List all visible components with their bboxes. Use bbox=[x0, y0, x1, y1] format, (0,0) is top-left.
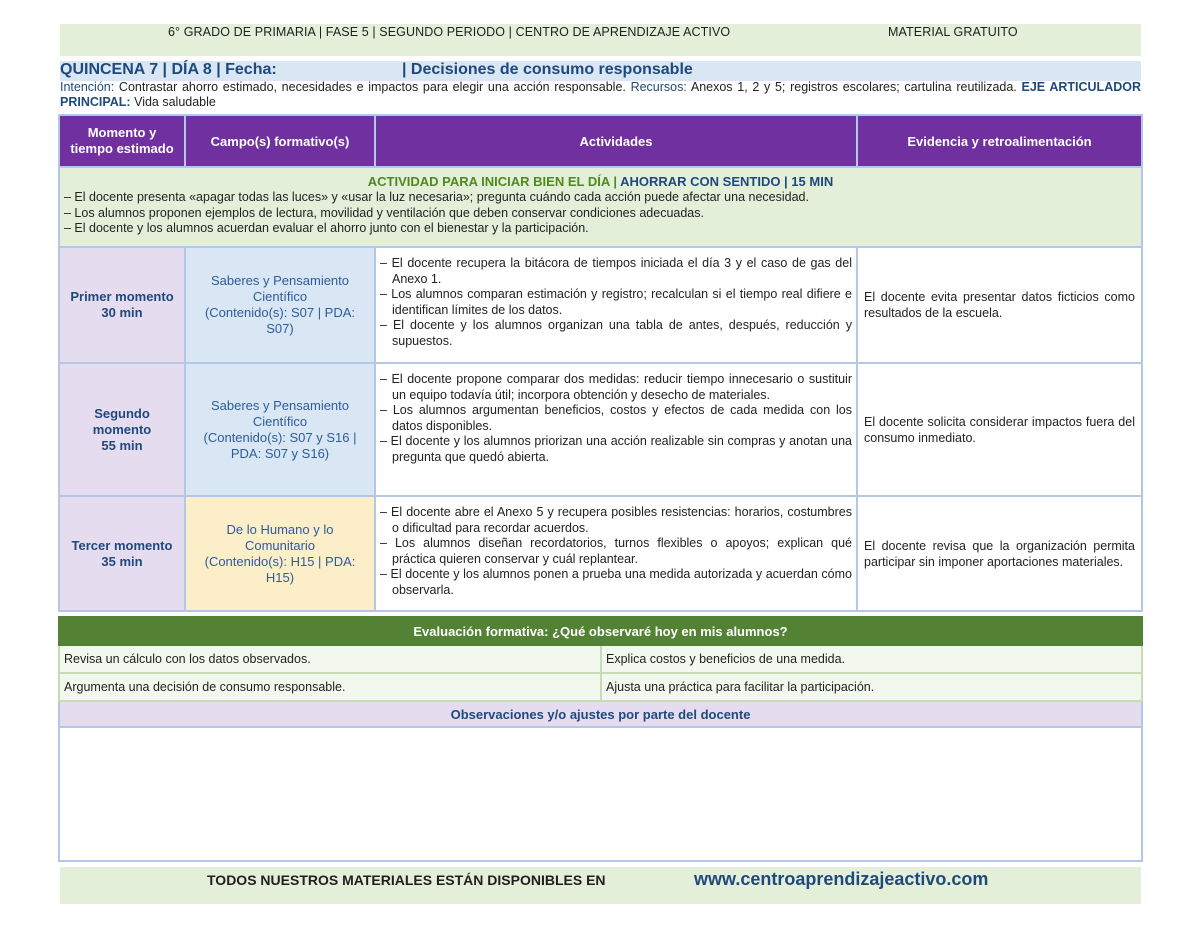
title-row bbox=[60, 61, 1141, 81]
column-header-field: Campo(s) formativo(s) bbox=[185, 115, 375, 167]
start-activity-row bbox=[59, 167, 1142, 247]
start-activity-list bbox=[64, 190, 1137, 237]
activities-cell bbox=[375, 496, 857, 611]
field-content: (Contenido(s): S07 y S16 | PDA: S07 y S16) bbox=[203, 429, 357, 461]
table-row bbox=[59, 496, 1142, 611]
axis-text: Vida saludable bbox=[130, 95, 216, 109]
list-item: – Los alumnos diseñan recordatorios, turnos flexibles o apoyos; explican qué práctica quieren conservar y cuál replantear. bbox=[380, 536, 852, 566]
field-content: (Contenido(s): S07 | PDA: S07) bbox=[204, 305, 356, 336]
start-activity-cell bbox=[59, 167, 1142, 247]
field-content: (Contenido(s): H15 | PDA: H15) bbox=[204, 553, 356, 585]
evaluation-item: Argumenta una decisión de consumo responsable. bbox=[59, 673, 601, 701]
banner-free-material: MATERIAL GRATUITO bbox=[888, 25, 1018, 39]
moment-time: 55 min bbox=[101, 437, 143, 453]
list-item: – Los alumnos proponen ejemplos de lectura, movilidad y ventilación que deben conservar condiciones adecuadas. bbox=[64, 205, 704, 220]
list-item: – El docente y los alumnos ponen a prueba una medida autorizada y acuerdan cómo observarla. bbox=[380, 567, 852, 597]
start-activity-title-green: ACTIVIDAD PARA INICIAR BIEN EL DÍA | bbox=[367, 174, 621, 189]
column-header-evidence: Evidencia y retroalimentación bbox=[857, 115, 1142, 167]
list-item: – El docente y los alumnos organizan una tabla de antes, después, reducción y supuestos. bbox=[380, 318, 852, 348]
table-row bbox=[59, 247, 1142, 363]
footer-text: TODOS NUESTROS MATERIALES ESTÁN DISPONIBLES EN bbox=[207, 872, 606, 888]
evaluation-item: Explica costos y beneficios de una medida. bbox=[601, 645, 1142, 673]
column-header-activities: Actividades bbox=[375, 115, 857, 167]
moment-time: 35 min bbox=[101, 553, 143, 569]
list-item: – El docente y los alumnos priorizan una acción realizable sin compras y anotan una pregunta que quedó abierta. bbox=[380, 434, 852, 464]
page-title: | Decisiones de consumo responsable bbox=[402, 61, 693, 78]
evaluation-item: Ajusta una práctica para facilitar la participación. bbox=[601, 673, 1142, 701]
field-name: De lo Humano y lo Comunitario bbox=[226, 521, 334, 553]
list-item: – El docente y los alumnos acuerdan evaluar el ahorro junto con el bienestar y la participación. bbox=[64, 221, 589, 235]
activities-cell bbox=[375, 247, 857, 363]
observations-area[interactable] bbox=[59, 727, 1142, 861]
field-name: Saberes y Pensamiento Científico bbox=[210, 397, 350, 429]
footer bbox=[60, 867, 1141, 904]
list-item: – Los alumnos argumentan beneficios, costos y efectos de cada medida con los datos disponibles. bbox=[380, 403, 852, 433]
intent-text: Contrastar ahorro estimado, necesidades e impactos para elegir una acción responsable. bbox=[114, 80, 631, 94]
list-item: – El docente recupera la bitácora de tiempos iniciada el día 3 y el caso de gas del Anexo 1. bbox=[380, 256, 852, 286]
table-row bbox=[59, 363, 1142, 496]
moment-name: Primer momento bbox=[70, 289, 174, 304]
activities-cell bbox=[375, 363, 857, 496]
field-name: Saberes y Pensamiento Científico bbox=[210, 273, 350, 304]
moment-name: Tercer momento bbox=[71, 537, 173, 553]
footer-url-link[interactable]: www.centroaprendizajeactivo.com bbox=[694, 869, 989, 889]
evidence-cell: El docente solicita considerar impactos fuera del consumo inmediato. bbox=[857, 363, 1142, 496]
top-banner bbox=[60, 24, 1141, 56]
table-header-row bbox=[59, 115, 1142, 167]
moment-cell bbox=[59, 247, 185, 363]
start-activity-title bbox=[64, 174, 1137, 189]
field-cell bbox=[185, 247, 375, 363]
resources-label: Recursos: bbox=[630, 80, 687, 94]
moment-time: 30 min bbox=[101, 305, 143, 320]
plan-table bbox=[58, 114, 1143, 612]
moment-name: Segundo momento bbox=[92, 405, 152, 437]
start-activity-title-dark: AHORRAR CON SENTIDO | 15 MIN bbox=[620, 174, 834, 189]
evidence-cell: El docente revisa que la organización permita participar sin imponer aportaciones materiales. bbox=[857, 496, 1142, 611]
list-item: – El docente presenta «apagar todas las luces» y «usar la luz necesaria»; pregunta cuándo cada acción puede afectar una necesidad. bbox=[64, 190, 809, 204]
intent-paragraph bbox=[60, 80, 1141, 110]
observations-title: Observaciones y/o ajustes por parte del docente bbox=[59, 701, 1142, 727]
quincena-label: QUINCENA 7 | DÍA 8 | Fecha: bbox=[60, 61, 277, 78]
column-header-moment: Momento y tiempo estimado bbox=[59, 115, 185, 167]
axis-label: EJE ARTICULADOR PRINCIPAL: bbox=[60, 80, 1141, 109]
field-cell bbox=[185, 363, 375, 496]
banner-grade-info: 6° GRADO DE PRIMARIA | FASE 5 | SEGUNDO PERIODO | CENTRO DE APRENDIZAJE ACTIVO bbox=[168, 25, 731, 39]
intent-label: Intención: bbox=[60, 80, 115, 94]
evidence-cell: El docente evita presentar datos ficticios como resultados de la escuela. bbox=[857, 247, 1142, 363]
field-cell bbox=[185, 496, 375, 611]
resources-text: Anexos 1, 2 y 5; registros escolares; cartulina reutilizada. bbox=[686, 80, 1022, 94]
moment-cell bbox=[59, 363, 185, 496]
moment-cell bbox=[59, 496, 185, 611]
list-item: – El docente propone comparar dos medidas: reducir tiempo innecesario o sustituir un equipo todavía útil; incorpora obtención y desecho de materiales. bbox=[380, 372, 852, 402]
evaluation-item: Revisa un cálculo con los datos observados. bbox=[59, 645, 601, 673]
evaluation-title: Evaluación formativa: ¿Qué observaré hoy en mis alumnos? bbox=[59, 617, 1142, 645]
list-item: – Los alumnos comparan estimación y registro; recalculan si el tiempo real difiere e identifican límites de los datos. bbox=[380, 287, 852, 317]
evaluation-table bbox=[58, 616, 1143, 862]
list-item: – El docente abre el Anexo 5 y recupera posibles resistencias: horarios, costumbres o dificultad para recordar acuerdos. bbox=[380, 505, 852, 535]
